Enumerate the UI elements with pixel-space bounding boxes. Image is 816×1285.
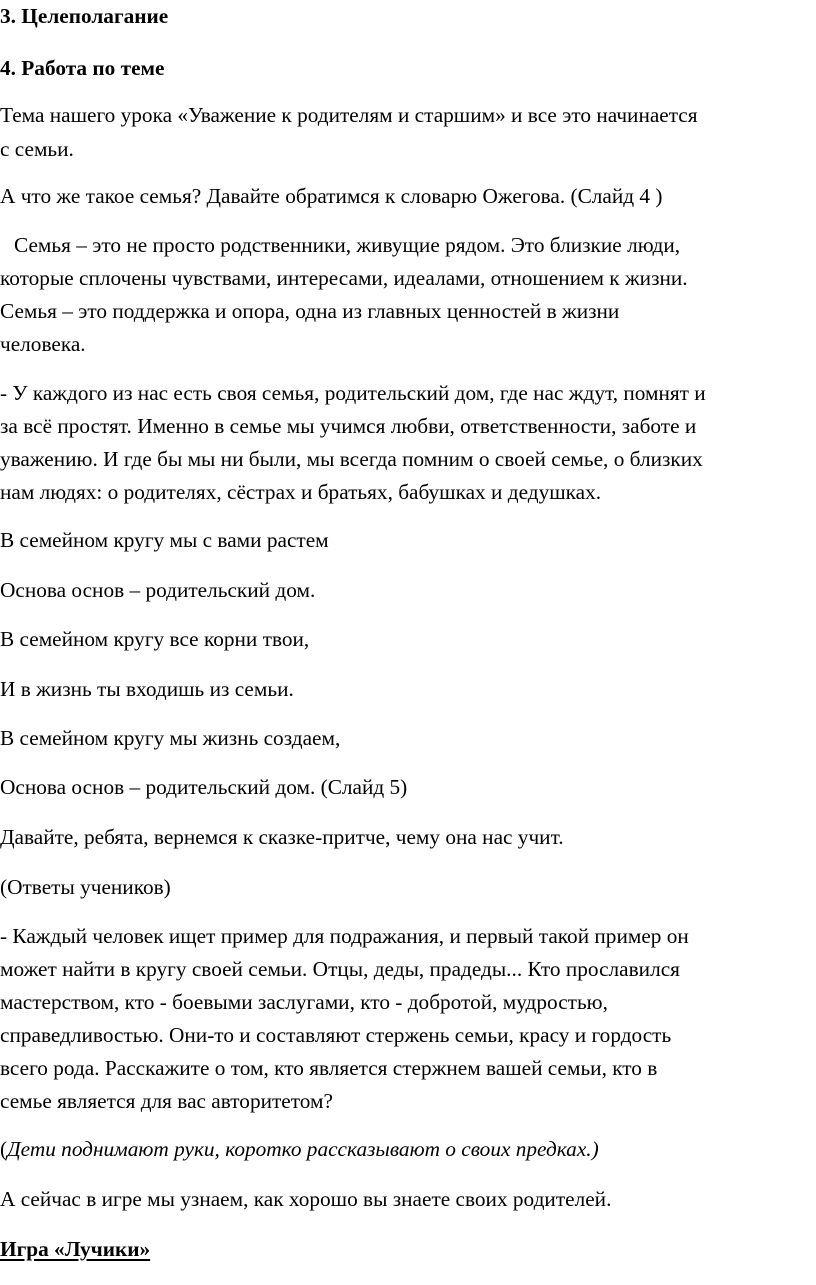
poem-line: В семейном кругу мы жизнь создаем, [0,726,341,750]
game-title: Игра «Лучики» [0,1237,151,1261]
paragraph-lesson-topic-line-2: с семьи. [0,137,74,161]
poem-line: В семейном кругу мы с вами растем [0,528,329,552]
poem-line: Основа основ – родительский дом. (Слайд 5) [0,775,408,799]
paragraph-parental-home-line-2: за всё простят. Именно в семье мы учимся любви, ответственности, заботе и [0,414,697,438]
paragraph-role-model-line-1: - Каждый человек ищет пример для подражания, и первый такой пример он [0,924,689,948]
stage-direction-open-paren: ( [0,1137,8,1161]
paragraph-student-answers: (Ответы учеников) [0,875,171,899]
stage-direction-text: Дети поднимают руки, коротко рассказывают о своих предках.) [7,1137,599,1161]
paragraph-parental-home-line-4: нам людях: о родителях, сёстрах и братьях, бабушках и дедушках. [0,480,602,504]
paragraph-parental-home-line-1: - У каждого из нас есть своя семья, родительский дом, где нас ждут, помнят и [0,381,706,405]
paragraph-role-model-line-4: справедливостью. Они-то и составляют стержень семьи, красу и гордость [0,1023,672,1047]
paragraph-family-definition-line-3: Семья – это поддержка и опора, одна из главных ценностей в жизни [0,299,620,323]
paragraph-game-intro: А сейчас в игре мы узнаем, как хорошо вы знаете своих родителей. [0,1187,612,1211]
paragraph-role-model-line-3: мастерством, кто - боевыми заслугами, кто - добротой, мудростью, [0,990,608,1014]
paragraph-role-model-line-2: может найти в кругу своей семьи. Отцы, деды, прадеды... Кто прославился [0,957,680,981]
paragraph-family-definition-line-2: которые сплочены чувствами, интересами, идеалами, отношением к жизни. [0,266,688,290]
section-heading-topic-work: 4. Работа по теме [0,56,165,80]
paragraph-lesson-topic-line-1: Тема нашего урока «Уважение к родителям и старшим» и все это начинается [0,103,698,127]
paragraph-family-definition-line-1: Семья – это не просто родственники, живущие рядом. Это близкие люди, [14,233,681,257]
poem-line: Основа основ – родительский дом. [0,578,316,602]
section-heading-goal-setting: 3. Целеполагание [0,4,169,28]
paragraph-family-definition-line-4: человека. [0,332,86,356]
poem-line: В семейном кругу все корни твои, [0,627,310,651]
paragraph-children-stage-direction [0,1139,599,1160]
poem-line: И в жизнь ты входишь из семьи. [0,677,294,701]
paragraph-fairy-tale-question: Давайте, ребята, вернемся к сказке-притче, чему она нас учит. [0,825,564,849]
paragraph-parental-home-line-3: уважению. И где бы мы ни были, мы всегда помним о своей семье, о близких [0,447,703,471]
paragraph-role-model-line-6: семье является для вас авторитетом? [0,1089,333,1113]
paragraph-family-question: А что же такое семья? Давайте обратимся к словарю Ожегова. (Слайд 4 ) [0,184,663,208]
paragraph-role-model-line-5: всего рода. Расскажите о том, кто является стержнем вашей семьи, кто в [0,1056,658,1080]
